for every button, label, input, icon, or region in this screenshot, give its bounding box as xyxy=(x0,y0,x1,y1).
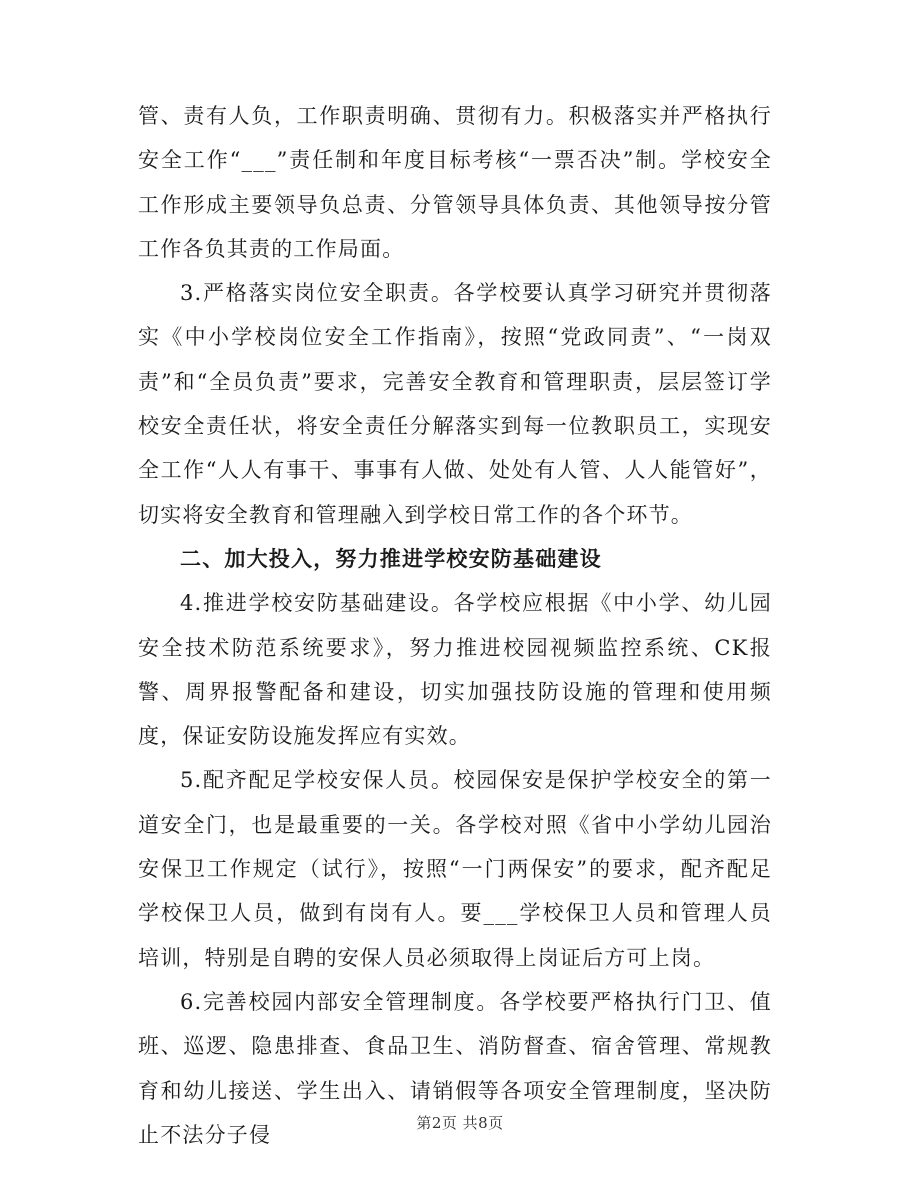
document-page xyxy=(138,94,772,1157)
paragraph-item-6: 6.完善校园内部安全管理制度。各学校要严格执行门卫、值班、巡逻、隐患排查、食品卫生、消防督查、宿舍管理、常规教育和幼儿接送、学生出入、请销假等各项安全管理制度，坚决防止不法分子侵 xyxy=(138,989,772,1147)
page-number-footer: 第2页 共8页 xyxy=(416,1114,504,1132)
section-heading-2: 二、加大投入，努力推进学校安防基础建设 xyxy=(180,545,602,571)
paragraph-item-3: 3.严格落实岗位安全职责。各学校要认真学习研究并贯彻落实《中小学校岗位安全工作指南》，按照“党政同责”、“一岗双责”和“全员负责”要求，完善安全教育和管理职责，层层签订学校安全责任状，将安全责任分解落实到每一位教职员工，实现安全工作“人人有事干、事事有人做、处处有人管、人人能管好”，切实将安全教育和管理融入到学校日常工作的各个环节。 xyxy=(138,281,772,527)
paragraph-continuation: 管、责有人负，工作职责明确、贯彻有力。积极落实并严格执行安全工作“___”责任制和年度目标考核“一票否决”制。学校安全工作形成主要领导负总责、分管领导具体负责、其他领导按分管工作各负其责的工作局面。 xyxy=(138,104,772,261)
paragraph-item-4: 4.推进学校安防基础建设。各学校应根据《中小学、幼儿园安全技术防范系统要求》，努力推进校园视频监控系统、CK报警、周界报警配备和建设，切实加强技防设施的管理和使用频度，保证安防设施发挥应有实效。 xyxy=(138,591,772,749)
paragraph-item-5: 5.配齐配足学校安保人员。校园保安是保护学校安全的第一道安全门，也是最重要的一关。各学校对照《省中小学幼儿园治安保卫工作规定（试行》，按照“一门两保安”的要求，配齐配足学校保卫人员，做到有岗有人。要___学校保卫人员和管理人员培训，特别是自聘的安保人员必须取得上岗证后方可上岗。 xyxy=(138,768,772,970)
